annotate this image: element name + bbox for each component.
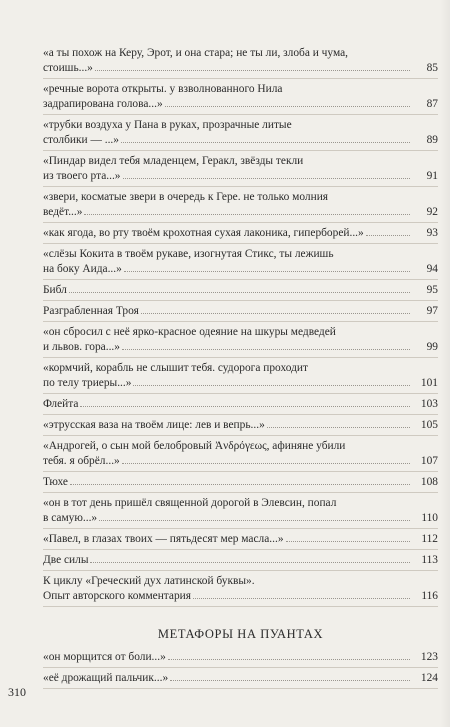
- entry-row: [43, 511, 438, 526]
- entry-title: Библ: [43, 284, 67, 296]
- entry-title-continuation: тебя. я обрёл...»: [43, 455, 120, 467]
- toc-entry: [43, 304, 438, 319]
- entry-page-number: 113: [421, 554, 438, 566]
- dot-leader: [95, 70, 410, 71]
- entry-title: «как ягода, во рту твоём крохотная сухая лаконика, гиперборей...»: [43, 227, 364, 239]
- entry-row: [43, 133, 438, 148]
- entry-title: Тюхе: [43, 476, 68, 488]
- dot-leader: [141, 313, 410, 314]
- page-edge: [440, 0, 450, 727]
- entry-row: [43, 304, 438, 319]
- dot-leader: [168, 659, 410, 660]
- entry-title: «а ты похож на Керу, Эрот, и она стара; не ты ли, злоба и чума,: [43, 47, 348, 59]
- entry-row: [43, 283, 438, 298]
- dot-leader: [366, 235, 410, 236]
- entry-divider: [43, 393, 438, 394]
- toc-list-second: [43, 650, 438, 689]
- toc-entry: [43, 496, 438, 526]
- entry-page-number: 123: [420, 651, 438, 663]
- dot-leader: [267, 427, 410, 428]
- toc-entry: [43, 226, 438, 241]
- entry-page-number: 93: [426, 227, 438, 239]
- entry-divider: [43, 114, 438, 115]
- entry-title-continuation: на боку Аида...»: [43, 263, 122, 275]
- dot-leader: [99, 520, 410, 521]
- toc-entry: [43, 82, 438, 112]
- entry-page-number: 87: [426, 98, 438, 110]
- entry-divider: [43, 549, 438, 550]
- entry-title: «речные ворота открыты. у взволнованного Нила: [43, 83, 283, 95]
- entry-title: «он в тот день пришёл священной дорогой в Элевсин, попал: [43, 497, 337, 509]
- entry-title: К циклу «Греческий дух латинской буквы».: [43, 575, 255, 587]
- dot-leader: [193, 598, 410, 599]
- entry-page-number: 108: [420, 476, 438, 488]
- entry-title-continuation: задрапирована голова...»: [43, 98, 163, 110]
- entry-page-number: 95: [426, 284, 438, 296]
- toc-entry: [43, 553, 438, 568]
- entry-title: «он сбросил с неё ярко-красное одеяние на шкуры медведей: [43, 326, 336, 338]
- toc-entry: [43, 118, 438, 148]
- dot-leader: [84, 214, 410, 215]
- entry-title: «этрусская ваза на твоём лице: лев и вепрь...»: [43, 419, 265, 431]
- dot-leader: [69, 292, 410, 293]
- entry-divider: [43, 492, 438, 493]
- dot-leader: [165, 106, 410, 107]
- entry-page-number: 107: [420, 455, 438, 467]
- entry-page-number: 89: [426, 134, 438, 146]
- toc-entry: [43, 574, 438, 604]
- entry-divider: [43, 300, 438, 301]
- page-number: 310: [8, 685, 26, 699]
- table-of-contents: [43, 46, 438, 692]
- toc-entry: [43, 532, 438, 547]
- toc-entry: [43, 283, 438, 298]
- entry-row: [43, 475, 438, 490]
- entry-page-number: 92: [426, 206, 438, 218]
- entry-title-continuation: столбики — ...»: [43, 134, 119, 146]
- entry-title: «он морщится от боли...»: [43, 651, 166, 663]
- entry-row: [43, 589, 438, 604]
- entry-row: [43, 376, 438, 391]
- entry-page-number: 105: [420, 419, 438, 431]
- dot-leader: [133, 385, 410, 386]
- toc-entry: [43, 671, 438, 686]
- entry-title-continuation: Опыт авторского комментария: [43, 590, 192, 602]
- toc-list: [43, 46, 438, 607]
- entry-title: «её дрожащий пальчик...»: [43, 672, 169, 684]
- entry-title-continuation: в самую...»: [43, 512, 98, 524]
- entry-divider: [43, 78, 438, 79]
- dot-leader: [123, 178, 411, 179]
- dot-leader: [170, 680, 410, 681]
- entry-page-number: 99: [426, 341, 438, 353]
- entry-divider: [43, 222, 438, 223]
- entry-divider: [43, 279, 438, 280]
- dot-leader: [121, 142, 410, 143]
- entry-row: [43, 650, 438, 665]
- entry-title: «Пиндар видел тебя младенцем, Геракл, звёзды текли: [43, 155, 304, 167]
- entry-page-number: 94: [426, 263, 438, 275]
- toc-entry: [43, 475, 438, 490]
- entry-page-number: 103: [420, 398, 438, 410]
- entry-title-continuation: по телу триеры...»: [43, 377, 132, 389]
- entry-title: Две силы: [43, 554, 89, 566]
- entry-row: [43, 205, 438, 220]
- toc-entry: [43, 650, 438, 665]
- toc-entry: [43, 154, 438, 184]
- entry-title-continuation: стоишь...»: [43, 62, 93, 74]
- entry-title: «трубки воздуха у Пана в руках, прозрачные литые: [43, 119, 292, 131]
- entry-title: Флейта: [43, 398, 79, 410]
- toc-entry: [43, 439, 438, 469]
- entry-divider: [43, 570, 438, 571]
- toc-entry: [43, 46, 438, 76]
- entry-divider: [43, 435, 438, 436]
- entry-page-number: 124: [420, 672, 438, 684]
- entry-divider: [43, 150, 438, 151]
- entry-row: [43, 262, 438, 277]
- entry-row: [43, 454, 438, 469]
- entry-divider: [43, 186, 438, 187]
- entry-title: Разграбленная Троя: [43, 305, 139, 317]
- entry-divider: [43, 243, 438, 244]
- entry-page-number: 97: [426, 305, 438, 317]
- toc-entry: [43, 418, 438, 433]
- entry-title: «Андрогей, о сын мой белобровый Ἀνδρόγεως, афиняне убили: [43, 440, 346, 452]
- dot-leader: [286, 541, 410, 542]
- toc-entry: [43, 247, 438, 277]
- dot-leader: [122, 349, 410, 350]
- entry-row: [43, 532, 438, 547]
- entry-row: [43, 61, 438, 76]
- entry-page-number: 101: [420, 377, 438, 389]
- entry-row: [43, 340, 438, 355]
- entry-divider: [43, 357, 438, 358]
- entry-page-number: 116: [421, 590, 438, 602]
- entry-title: «слёзы Кокита в твоём рукаве, изогнутая Стикс, ты лежишь: [43, 248, 334, 260]
- entry-divider: [43, 414, 438, 415]
- entry-page-number: 110: [421, 512, 438, 524]
- entry-row: [43, 97, 438, 112]
- entry-row: [43, 418, 438, 433]
- entry-title-continuation: ведёт...»: [43, 206, 83, 218]
- entry-title-continuation: и львов. гора...»: [43, 341, 120, 353]
- entry-page-number: 112: [421, 533, 438, 545]
- entry-divider: [43, 688, 438, 689]
- dot-leader: [124, 271, 410, 272]
- entry-divider: [43, 471, 438, 472]
- entry-row: [43, 169, 438, 184]
- entry-page-number: 91: [426, 170, 438, 182]
- entry-title-continuation: из твоего рта...»: [43, 170, 121, 182]
- entry-divider: [43, 606, 438, 607]
- dot-leader: [70, 484, 410, 485]
- entry-row: [43, 226, 438, 241]
- section-title: МЕТАФОРЫ НА ПУАНТАХ: [157, 627, 324, 641]
- entry-row: [43, 671, 438, 686]
- toc-entry: [43, 361, 438, 391]
- entry-page-number: 85: [426, 62, 438, 74]
- dot-leader: [122, 463, 410, 464]
- entry-divider: [43, 321, 438, 322]
- entry-title: «кормчий, корабль не слышит тебя. судорога проходит: [43, 362, 308, 374]
- entry-divider: [43, 528, 438, 529]
- toc-entry: [43, 190, 438, 220]
- entry-divider: [43, 667, 438, 668]
- entry-title: «звери, косматые звери в очередь к Гере. не только молния: [43, 191, 329, 203]
- toc-entry: [43, 397, 438, 412]
- toc-entry: [43, 325, 438, 355]
- entry-row: [43, 553, 438, 568]
- dot-leader: [90, 562, 410, 563]
- dot-leader: [80, 406, 410, 407]
- entry-title: «Павел, в глазах твоих — пятьдесят мер масла...»: [43, 533, 284, 545]
- entry-row: [43, 397, 438, 412]
